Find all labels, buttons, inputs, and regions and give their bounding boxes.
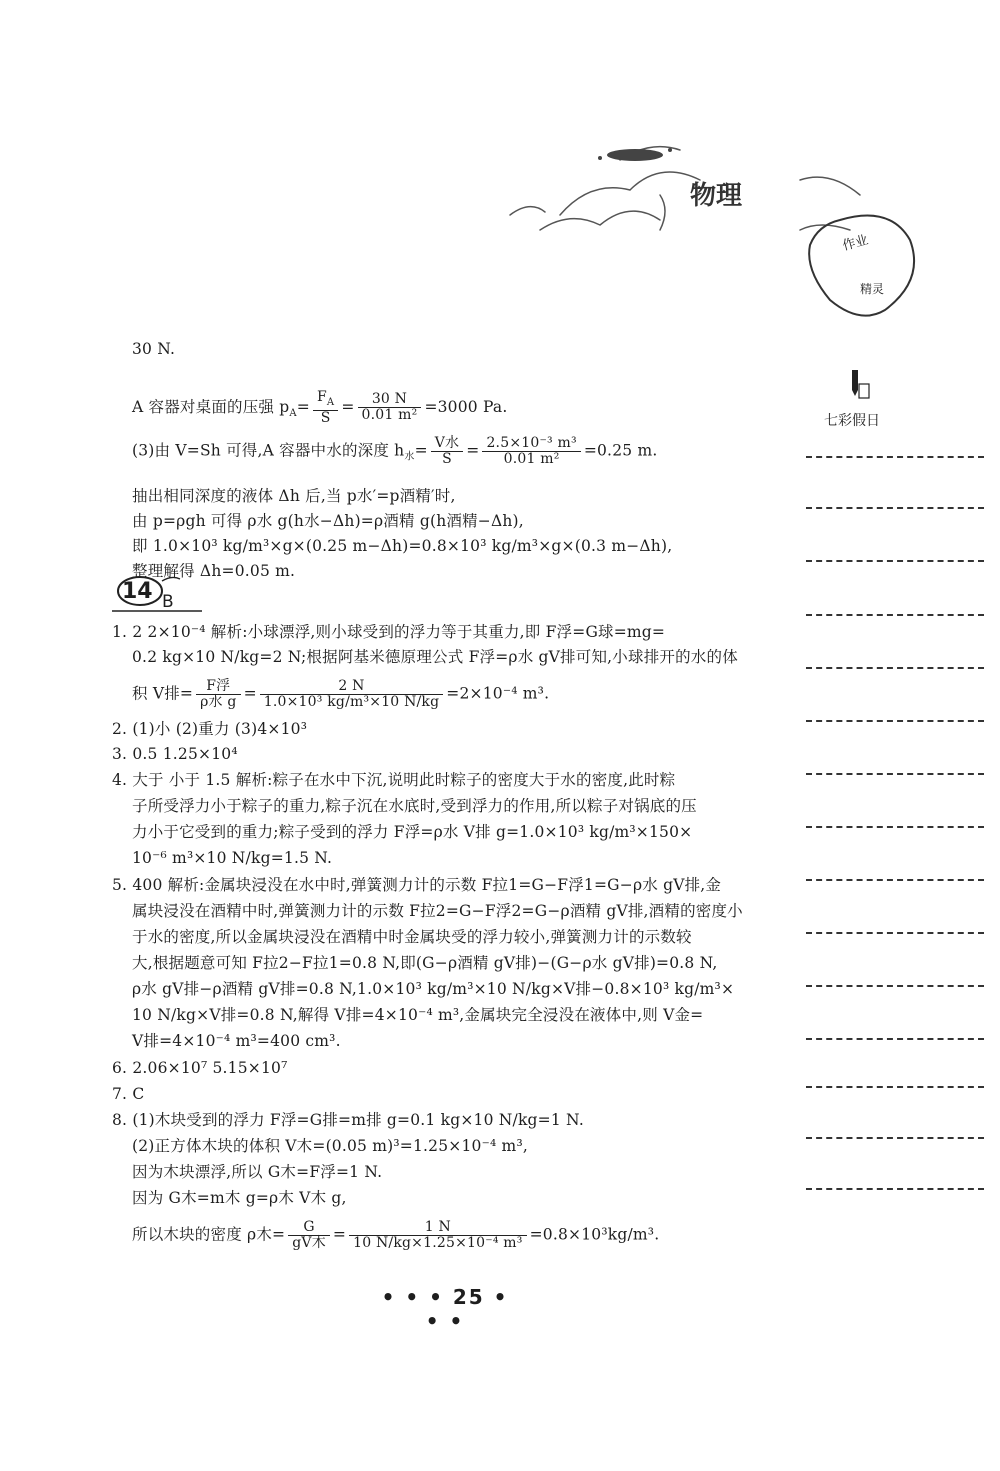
fraction-numerator: 2.5×10⁻³ m³: [482, 436, 580, 452]
note-line: [806, 667, 984, 669]
note-line: [806, 773, 984, 775]
q4-line: 子所受浮力小于粽子的重力,粽子沉在水底时,受到浮力的作用,所以粽子对锅底的压: [132, 797, 697, 815]
text-run: A 容器对桌面的压强 p: [132, 397, 290, 416]
fraction-numerator: V水: [431, 436, 464, 452]
q5-line: 10 N/kg×V排=0.8 N,解得 V排=4×10⁻⁴ m³,金属块完全浸没在液体中,则 V金=: [132, 1006, 704, 1024]
fraction-numerator: F浮: [196, 679, 240, 695]
q8-line: 因为 G木=m木 g=ρ木 V木 g,: [132, 1189, 347, 1207]
fraction-numerator: G: [288, 1220, 330, 1236]
text-run: (3)由 V=Sh 可得,A 容器中水的深度 h: [132, 441, 405, 460]
q5-line: 大,根据题意可知 F拉2−F拉1=0.8 N,即(G−ρ酒精 gV排)−(G−ρ水 gV排)=0.8 N,: [132, 954, 718, 972]
fraction: [260, 679, 444, 710]
note-line: [806, 1137, 984, 1139]
q5-line: 5. 400 解析:金属块浸没在水中时,弹簧测力计的示数 F拉1=G−F浮1=G−ρ水 gV排,金: [112, 876, 722, 894]
note-line: [806, 507, 984, 509]
text-run: =3000 Pa.: [424, 397, 508, 416]
q8-line: 8. (1)木块受到的浮力 F浮=G排=m排 g=0.1 kg×10 N/kg=1 N.: [112, 1111, 584, 1129]
page-number: • • • 25 • • •: [381, 1285, 509, 1333]
text-run: =2×10⁻⁴ m³.: [446, 684, 550, 703]
fraction: [358, 392, 422, 423]
note-line: [806, 614, 984, 616]
fraction-numerator: 30 N: [358, 392, 422, 408]
fraction: [349, 1220, 526, 1251]
text-run: =: [296, 397, 310, 416]
q4-line: 力小于它受到的重力;粽子受到的浮力 F浮=ρ水 V排 g=1.0×10³ kg/m³×150×: [132, 823, 693, 841]
q4-line: 10⁻⁶ m³×10 N/kg=1.5 N.: [132, 849, 333, 867]
q8-line: (2)正方体木块的体积 V木=(0.05 m)³=1.25×10⁻⁴ m³,: [132, 1137, 528, 1155]
text-line: 整理解得 Δh=0.05 m.: [132, 562, 296, 580]
fraction: [431, 436, 464, 467]
q8-formula-line: 所以木块的密度 ρ木= $\frac{G}{\text{gV木}}$ = $\frac{1 N}{\text{10 N/kg×1.25×10⁻⁴ m³}}$ =0.8×10³kg/m³.: [132, 1219, 660, 1251]
q5-line: 属块浸没在酒精中时,弹簧测力计的示数 F拉2=G−F浮2=G−ρ酒精 gV排,酒精的密度小: [132, 902, 743, 920]
text-line: 抽出相同深度的液体 Δh 后,当 p水′=p酒精′时,: [132, 487, 456, 505]
depth-line: (3)由 V=Sh 可得,A 容器中水的深度 $h_水=$ $\frac{\text{V水}}{S}$ = $\frac{\text{2.5×10⁻³ m³}}{\text{0.01 m²}}$ =0.25 m.: [132, 435, 658, 467]
text-line: 由 p=ρgh 可得 ρ水 g(h水−Δh)=ρ酒精 g(h酒精−Δh),: [132, 512, 524, 530]
q3-line: 3. 0.5 1.25×10⁴: [112, 745, 238, 763]
sidebar-title: 七彩假日: [824, 413, 880, 429]
badge-top-text: 作业: [841, 232, 871, 255]
note-line: [806, 456, 984, 458]
note-line: [806, 1086, 984, 1088]
fraction-denominator: S: [320, 409, 331, 426]
text-run: 所以木块的密度 ρ木=: [132, 1225, 286, 1244]
note-line: [806, 879, 984, 881]
fraction-denominator: S: [442, 451, 452, 467]
header-subject: 物理: [690, 181, 743, 211]
header-decoration: [500, 120, 930, 330]
note-line: [806, 1188, 984, 1190]
pen-icon: [846, 368, 872, 404]
section-number: 14: [122, 579, 153, 604]
note-line: [806, 826, 984, 828]
fraction-denominator: 0.01 m²: [361, 407, 418, 424]
q6-line: 6. 2.06×10⁷ 5.15×10⁷: [112, 1059, 288, 1077]
q5-line: V排=4×10⁻⁴ m³=400 cm³.: [132, 1032, 341, 1050]
pressure-line: A 容器对桌面的压强 $p_A=$ $\frac{F_A}{S}$ = $\frac{30 N}{\text{0.01 m²}}$ =3000 Pa.: [132, 389, 508, 426]
fraction: [288, 1220, 330, 1251]
fraction-denominator: 0.01 m²: [503, 451, 560, 467]
fraction-numerator: 1 N: [349, 1220, 526, 1236]
fraction-numerator: 2 N: [260, 679, 444, 695]
text-run: 积 V排=: [132, 684, 194, 703]
text-run: =0.8×10³kg/m³.: [529, 1225, 660, 1244]
fraction: [482, 436, 580, 467]
q7-line: 7. C: [112, 1085, 145, 1103]
badge-bottom-text: 精灵: [860, 282, 885, 296]
note-line: [806, 560, 984, 562]
note-line: [806, 932, 984, 934]
q5-line: 于水的密度,所以金属块浸没在酒精中时金属块受的浮力较小,弹簧测力计的示数较: [132, 928, 692, 946]
fraction-numerator: $F_A$: [313, 390, 338, 411]
q1-line: 0.2 kg×10 N/kg=2 N;根据阿基米德原理公式 F浮=ρ水 gV排可知,小球排开的水的体: [132, 648, 738, 666]
q1-line: 1. 2 2×10⁻⁴ 解析:小球漂浮,则小球受到的浮力等于其重力,即 F浮=G球=mg=: [112, 623, 666, 641]
q5-line: ρ水 gV排−ρ酒精 gV排=0.8 N,1.0×10³ kg/m³×10 N/kg×V排−0.8×10³ kg/m³×: [132, 980, 735, 998]
q2-line: 2. (1)小 (2)重力 (3)4×10³: [112, 720, 308, 738]
fraction-denominator: ρ水 g: [200, 694, 237, 710]
q8-line: 因为木块漂浮,所以 G木=F浮=1 N.: [132, 1163, 383, 1181]
fraction: [313, 390, 338, 426]
note-line: [806, 1038, 984, 1040]
fraction: [196, 679, 240, 710]
note-line: [806, 720, 984, 722]
fraction-denominator: gV木: [292, 1235, 326, 1251]
text-run: =0.25 m.: [583, 441, 658, 460]
fraction-denominator: 10 N/kg×1.25×10⁻⁴ m³: [353, 1235, 523, 1251]
q1-formula-line: 积 V排= $\frac{\text{F浮}}{\text{ρ水 g}}$ = $\frac{2 N}{\text{1.0×10³ kg/m³×10 N/kg}}$ =2×10⁻⁴ m³.: [132, 678, 550, 710]
text-line: 即 1.0×10³ kg/m³×g×(0.25 m−Δh)=0.8×10³ kg/m³×g×(0.3 m−Δh),: [132, 537, 673, 555]
note-line: [806, 985, 984, 987]
section-letter: B: [162, 592, 174, 612]
q4-line: 4. 大于 小于 1.5 解析:粽子在水中下沉,说明此时粽子的密度大于水的密度,此时粽: [112, 771, 676, 789]
text-line: 30 N.: [132, 340, 176, 358]
fraction-denominator: 1.0×10³ kg/m³×10 N/kg: [263, 694, 440, 710]
